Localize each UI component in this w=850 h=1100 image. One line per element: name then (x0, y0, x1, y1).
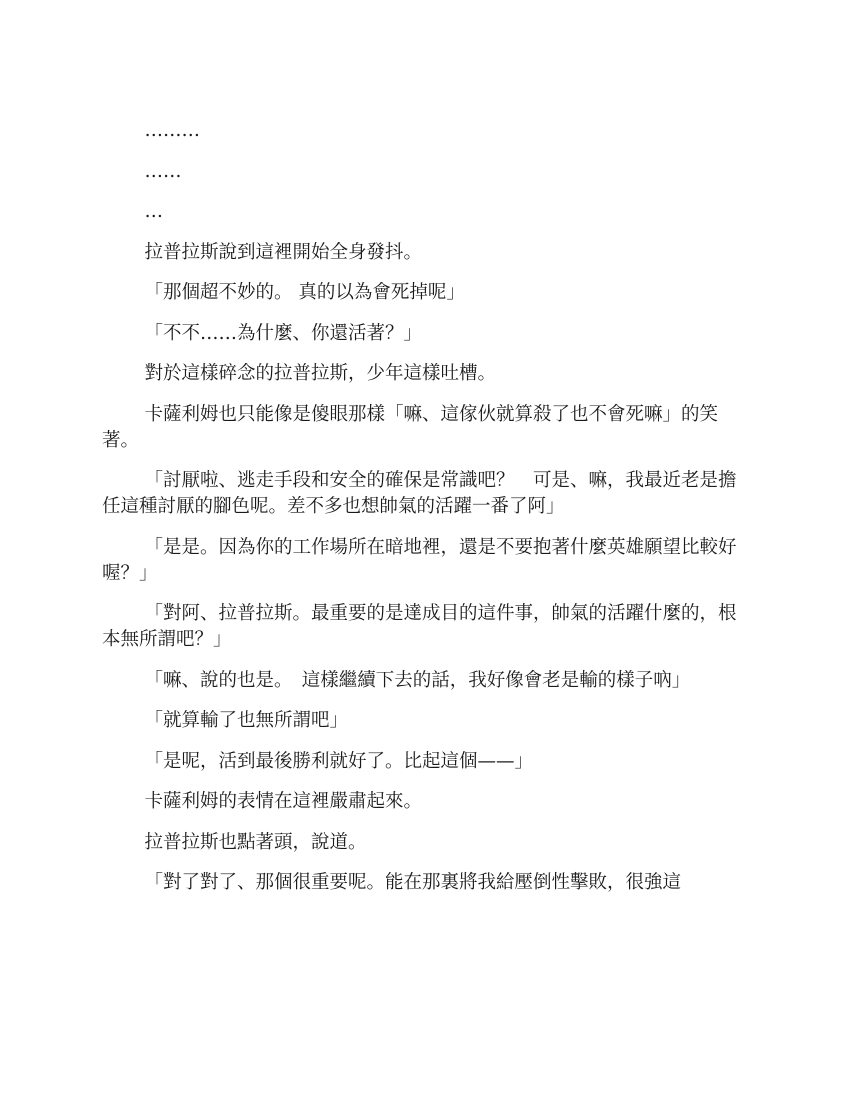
paragraph: …… (144, 160, 182, 182)
paragraph: 卡薩利姆也只能像是傻眼那樣「嘛、這傢伙就算殺了也不會死嘛」的笑著。 (102, 403, 719, 451)
paragraph: 拉普拉斯說到這裡開始全身發抖。 (144, 241, 423, 263)
body-text (102, 118, 748, 911)
paragraph: 對於這樣碎念的拉普拉斯，少年這樣吐槽。 (144, 363, 497, 384)
paragraph: 「是呢，活到最後勝利就好了。比起這個——」 (144, 750, 534, 772)
paragraph: 「嘛、說的也是。 這樣繼續下去的話，我好像會老是輸的樣子吶」 (144, 669, 691, 691)
paragraph: 「對阿、拉普拉斯。最重要的是達成目的這件事，帥氣的活躍什麼的，根本無所謂吧？」 (102, 603, 737, 650)
paragraph: … (144, 201, 164, 222)
paragraph: 「不不……為什麼、你還活著？」 (144, 322, 423, 344)
paragraph: 「對了對了、那個很重要呢。能在那裏將我給壓倒性擊敗，很強這 (144, 872, 682, 893)
paragraph: 「是是。因為你的工作場所在暗地裡，還是不要抱著什麼英雄願望比較好喔？」 (102, 536, 737, 584)
paragraph: 「討厭啦、逃走手段和安全的確保是常識吧？ 可是、嘛，我最近老是擔任這種討厭的腳色呢。差不多也想帥氣的活躍一番了阿」 (102, 470, 737, 517)
paragraph: 「就算輸了也無所謂吧」 (144, 710, 349, 731)
paragraph: 卡薩利姆的表情在這裡嚴肅起來。 (144, 791, 423, 812)
paragraph: 「那個超不妙的。 真的以為會死掉呢」 (144, 282, 465, 303)
paragraph: 拉普拉斯也點著頭，說道。 (144, 831, 367, 853)
paragraph: ……… (144, 120, 201, 141)
